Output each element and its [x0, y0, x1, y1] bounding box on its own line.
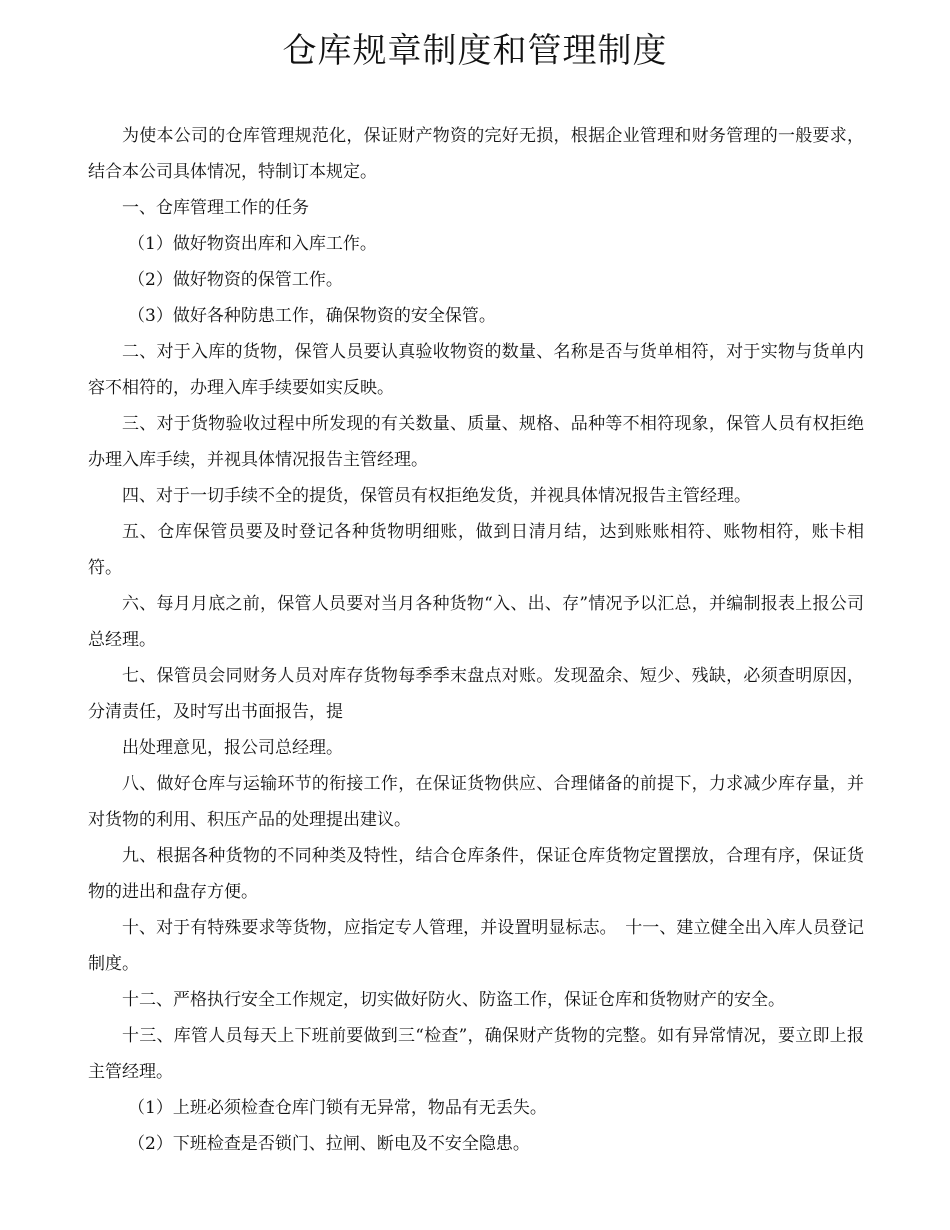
section-8-paragraph: 八、做好仓库与运输环节的衔接工作，在保证货物供应、合理储备的前提下，力求减少库存量，并对货物的利用、积压产品的处理提出建议。 [88, 774, 864, 830]
section-5-paragraph: 五、仓库保管员要及时登记各种货物明细账，做到日清月结，达到账账相符、账物相符，账卡相符。 [88, 522, 864, 578]
section-1-item-1: （1）做好物资出库和入库工作。 [128, 234, 377, 254]
section-13-paragraph: 十三、库管人员每天上下班前要做到三“检查”，确保财产货物的完整。如有异常情况，要立即上报主管经理。 [88, 1026, 864, 1082]
document-title: 仓库规章制度和管理制度 [282, 31, 668, 71]
section-12-paragraph: 十二、严格执行安全工作规定，切实做好防火、防盗工作，保证仓库和货物财产的安全。 [122, 990, 785, 1010]
section-1-heading: 一、仓库管理工作的任务 [122, 198, 309, 218]
section-7-paragraph: 七、保管员会同财务人员对库存货物每季季末盘点对账。发现盈余、短少、残缺，必须查明原因，分清责任，及时写出书面报告，提 [88, 666, 864, 722]
section-13-item-2: （2）下班检查是否锁门、拉闸、断电及不安全隐患。 [128, 1134, 530, 1154]
section-3-paragraph: 三、对于货物验收过程中所发现的有关数量、质量、规格、品种等不相符现象，保管人员有权拒绝办理入库手续，并视具体情况报告主管经理。 [88, 414, 864, 470]
document-body [88, 118, 864, 1162]
section-2-paragraph: 二、对于入库的货物，保管人员要认真验收物资的数量、名称是否与货单相符，对于实物与货单内容不相符的，办理入库手续要如实反映。 [88, 342, 864, 398]
section-13-item-1: （1）上班必须检查仓库门锁有无异常，物品有无丢失。 [128, 1098, 547, 1118]
section-1-item-3: （3）做好各种防患工作，确保物资的安全保管。 [128, 306, 496, 326]
section-10-11-paragraph: 十、对于有特殊要求等货物，应指定专人管理，并设置明显标志。 十一、建立健全出入库人员登记制度。 [88, 918, 864, 974]
section-9-paragraph: 九、根据各种货物的不同种类及特性，结合仓库条件，保证仓库货物定置摆放，合理有序，保证货物的进出和盘存方便。 [88, 846, 864, 902]
section-1-item-2: （2）做好物资的保管工作。 [128, 270, 343, 290]
intro-paragraph: 为使本公司的仓库管理规范化，保证财产物资的完好无损，根据企业管理和财务管理的一般要求，结合本公司具体情况，特制订本规定。 [88, 126, 864, 182]
section-6-paragraph: 六、每月月底之前，保管人员要对当月各种货物“入、出、存”情况予以汇总，并编制报表上报公司总经理。 [88, 594, 864, 650]
section-7-continuation: 出处理意见，报公司总经理。 [122, 738, 343, 758]
section-4-paragraph: 四、对于一切手续不全的提货，保管员有权拒绝发货，并视具体情况报告主管经理。 [122, 486, 751, 506]
